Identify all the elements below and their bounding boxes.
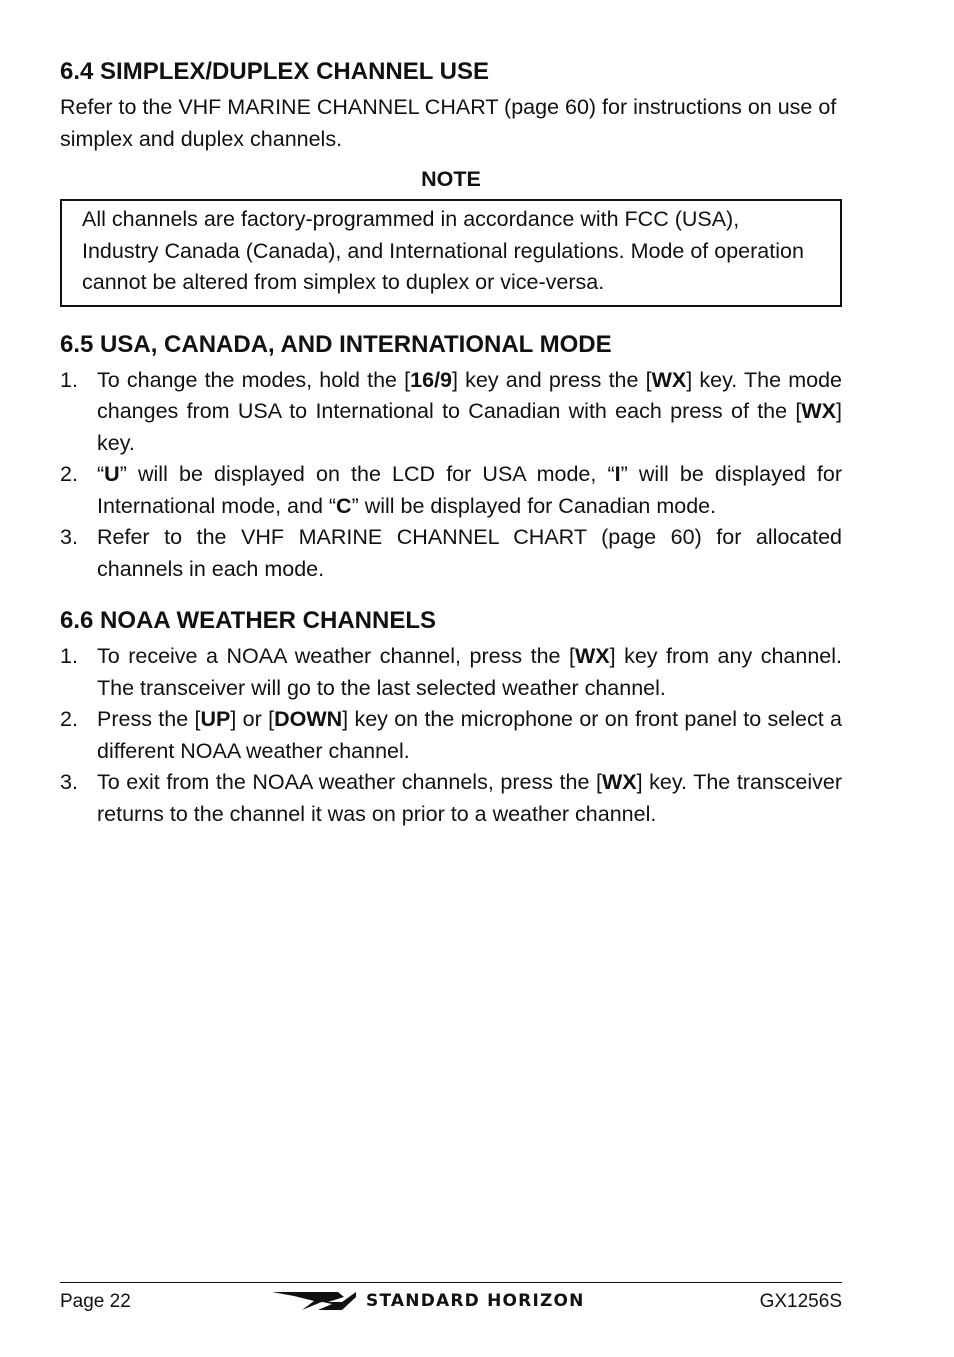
key-label: WX <box>801 399 837 423</box>
brand-swoosh-icon <box>272 1289 356 1313</box>
section-6-5-heading: 6.5 USA, CANADA, AND INTERNATIONAL MODE <box>60 330 612 358</box>
brand-logo <box>272 1289 585 1313</box>
section-6-5-list <box>60 365 842 586</box>
list-item <box>60 641 842 704</box>
list-item-number: 2. <box>60 707 78 731</box>
footer-divider <box>60 1282 842 1283</box>
footer <box>60 1291 842 1321</box>
note-box: All channels are factory-programmed in accordance with FCC (USA), Industry Canada (Canada), and International regulations. Mode of operation cannot be altered from simplex to duplex or vice-versa. <box>60 199 842 307</box>
key-label: WX <box>601 770 637 794</box>
list-item-number: 1. <box>60 644 78 668</box>
brand-name: STANDARD HORIZON <box>366 1291 585 1311</box>
key-label: WX <box>651 367 687 392</box>
section-6-6-heading: 6.6 NOAA WEATHER CHANNELS <box>60 607 437 634</box>
section-6-6-list <box>60 641 842 830</box>
list-item <box>60 767 842 830</box>
list-item-number: 1. <box>60 367 78 392</box>
key-label: C <box>336 493 352 518</box>
key-label: U <box>104 462 120 486</box>
list-item-number: 2. <box>60 462 78 486</box>
list-item <box>60 365 842 460</box>
model-number: GX1256S <box>759 1291 842 1312</box>
key-label: DOWN <box>274 707 343 731</box>
list-item <box>60 704 842 767</box>
list-item-number: 3. <box>60 525 78 549</box>
page-number: Page 22 <box>60 1291 131 1312</box>
key-label: UP <box>200 707 231 731</box>
key-label: WX <box>574 644 610 668</box>
key-label: I <box>614 462 621 486</box>
list-item-text: Refer to the VHF MARINE CHANNEL CHART (page 60) for allocated channels in each mode. <box>97 525 842 581</box>
list-item-text: To exit from the NOAA weather channels, press the [WX] key. The transceiver returns to the channel it was on prior to a weather channel. <box>97 770 842 826</box>
list-item-text: “U” will be displayed on the LCD for USA mode, “I” will be displayed for International mode, and “C” will be displayed for Canadian mode. <box>97 462 842 518</box>
list-item-number: 3. <box>60 770 78 794</box>
list-item <box>60 459 842 522</box>
list-item-text: Press the [UP] or [DOWN] key on the microphone or on front panel to select a different NOAA weather channel. <box>97 707 842 763</box>
list-item-text: To change the modes, hold the [16/9] key and press the [WX] key. The mode changes from USA to International to Canadian with each press of the [WX] key. <box>97 367 842 455</box>
list-item <box>60 522 842 585</box>
list-item-text: To receive a NOAA weather channel, press the [WX] key from any channel. The transceiver will go to the last selected weather channel. <box>97 644 843 700</box>
note-title: NOTE <box>421 167 481 191</box>
section-6-4-heading: 6.4 SIMPLEX/DUPLEX CHANNEL USE <box>60 58 489 85</box>
key-label: 16/9 <box>410 367 453 392</box>
section-6-4-body: Refer to the VHF MARINE CHANNEL CHART (page 60) for instructions on use of simplex and duplex channels. <box>60 95 837 151</box>
page-content <box>60 56 842 850</box>
